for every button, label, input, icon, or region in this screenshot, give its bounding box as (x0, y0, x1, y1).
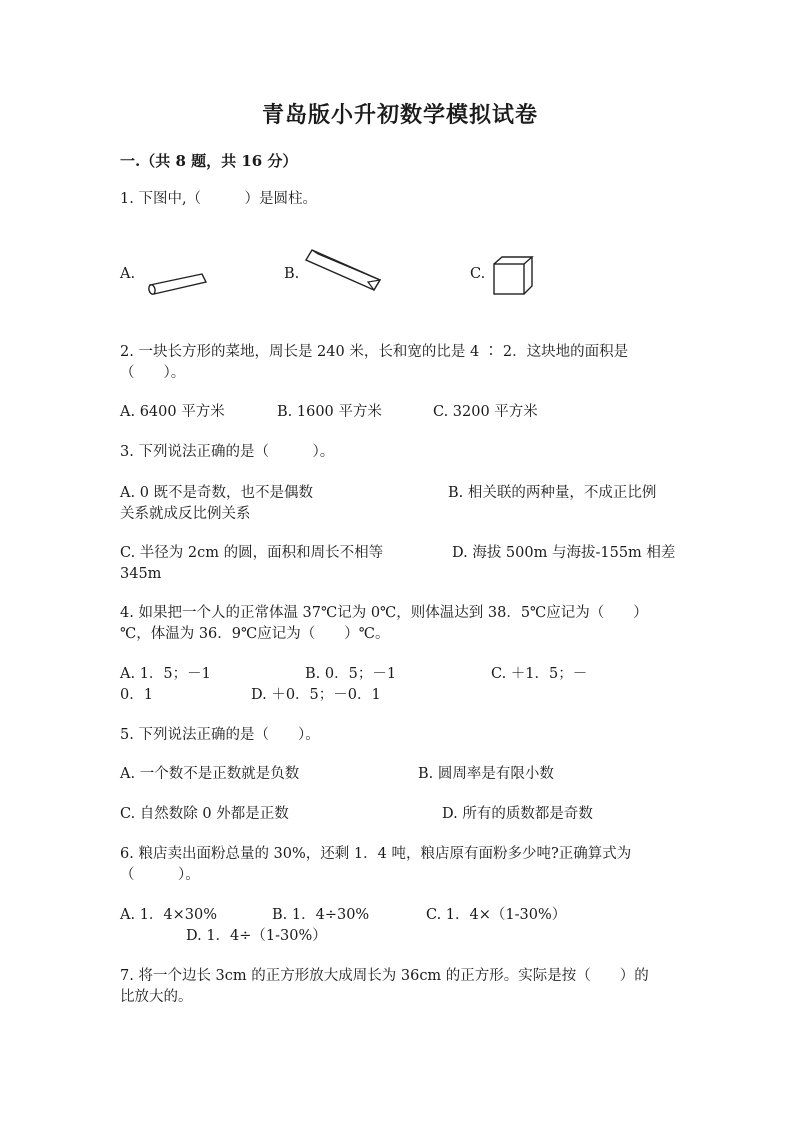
cube-figure (490, 254, 536, 298)
q1-option-a-label: A. (120, 266, 136, 282)
q1-option-c-label: C. (470, 266, 486, 282)
q3-option-a: A. 0 既不是奇数，也不是偶数 (120, 485, 314, 501)
page-title: 青岛版小升初数学模拟试卷 (261, 102, 538, 128)
q5-option-b: B. 圆周率是有限小数 (418, 766, 554, 782)
q1-option-b-label: B. (284, 266, 300, 282)
q5-option-c: C. 自然数除 0 外都是正数 (120, 806, 289, 822)
q6-stem-line1: 6. 粮店卖出面粉总量的 30%，还剩 1．4 吨，粮店原有面粉多少吨?正确算式为 (120, 846, 632, 862)
q2-stem-line2: （ ）。 (120, 365, 186, 381)
q4-option-a: A. 1．5；－1 (120, 666, 211, 682)
q3-option-c: C. 半径为 2cm 的圆，面积和周长不相等 (120, 545, 384, 561)
thin-rod-figure (142, 268, 212, 298)
q6-stem-line2: （ ）。 (120, 867, 200, 883)
q2-option-c: C. 3200 平方米 (433, 404, 538, 420)
q6-option-c: C. 1．4×（1-30%） (426, 907, 567, 923)
q3-option-b-line1: B. 相关联的两种量，不成正比例 (448, 485, 657, 501)
q1-stem: 1. 下图中,（ ）是圆柱。 (120, 191, 318, 207)
q4-stem-line1: 4. 如果把一个人的正常体温 37℃记为 0℃，则体温达到 38．5℃应记为（ ） (120, 605, 648, 621)
q5-option-a: A. 一个数不是正数就是负数 (120, 766, 300, 782)
triangular-prism-figure (302, 246, 384, 296)
q3-option-b-line2: 关系就成反比例关系 (120, 506, 251, 522)
q2-stem-line1: 2. 一块长方形的菜地，周长是 240 米，长和宽的比是 4 ∶ 2．这块地的面积是 (120, 344, 629, 360)
q7-stem-line2: 比放大的。 (120, 989, 193, 1005)
q6-option-b: B. 1．4÷30% (272, 907, 370, 923)
q4-option-d: D. ＋0．5；－0．1 (251, 687, 381, 703)
q4-option-b: B. 0．5；－1 (305, 666, 397, 682)
q2-option-b: B. 1600 平方米 (277, 404, 382, 420)
q7-stem-line1: 7. 将一个边长 3cm 的正方形放大成周长为 36cm 的正方形。实际是按（ ）的 (120, 968, 649, 984)
q4-stem-line2: ℃，体温为 36．9℃应记为（ ）℃。 (120, 626, 390, 642)
q2-option-a: A. 6400 平方米 (120, 404, 225, 420)
q4-option-c-line1: C. ＋1．5；－ (491, 666, 588, 682)
q6-option-d: D. 1．4÷（1-30%） (186, 928, 327, 944)
q5-stem: 5. 下列说法正确的是（ ）。 (120, 727, 320, 743)
q5-option-d: D. 所有的质数都是奇数 (442, 806, 593, 822)
section-heading: 一.（共 8 题，共 16 分） (120, 152, 298, 170)
q3-option-d-line1: D. 海拔 500m 与海拔-155m 相差 (452, 545, 676, 561)
q6-option-a: A. 1．4×30% (120, 907, 218, 923)
q4-option-c-line2: 0．1 (120, 687, 153, 703)
q3-option-d-line2: 345m (120, 566, 162, 582)
q3-stem: 3. 下列说法正确的是（ ）。 (120, 444, 335, 460)
